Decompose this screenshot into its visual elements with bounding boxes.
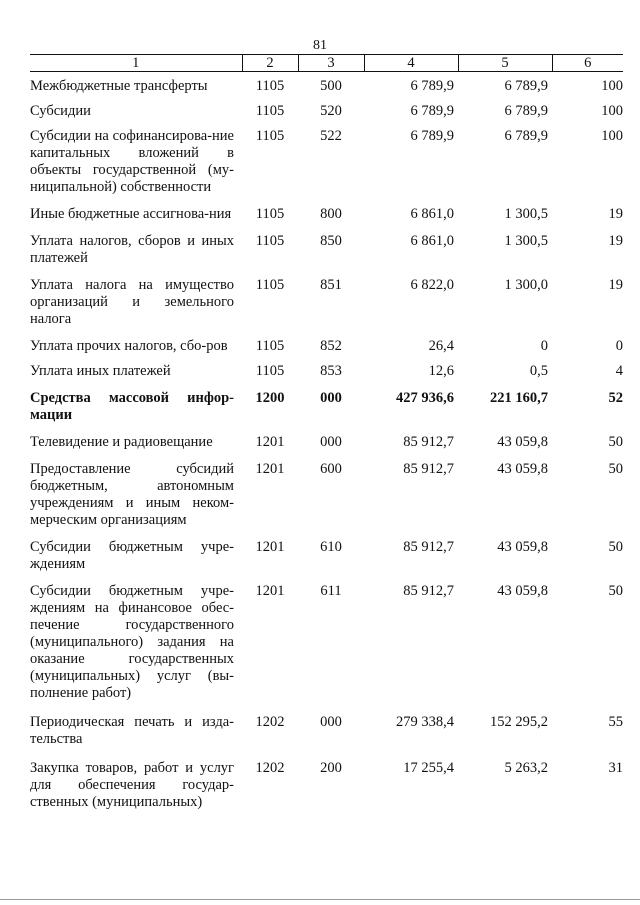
row-name: Субсидии бюджетным учре-ждениям на финансовое обес-печение государственного (муниципального) задания на оказание государственных (муниципальных) услуг (вы-полнение работ) xyxy=(30,583,234,701)
row-type-code: 611 xyxy=(320,583,342,599)
row-type-code: 851 xyxy=(320,277,342,293)
col-header-4: 4 xyxy=(364,55,458,72)
row-value-4: 6 789,9 xyxy=(410,128,454,144)
table-body xyxy=(30,72,623,812)
row-type-code: 800 xyxy=(320,206,342,222)
table-row xyxy=(30,267,623,328)
row-value-5: 221 160,7 xyxy=(490,390,548,406)
row-code: 1105 xyxy=(255,206,285,222)
row-type-code: 600 xyxy=(320,461,342,477)
row-value-5: 43 059,8 xyxy=(497,461,548,477)
row-value-4: 6 861,0 xyxy=(410,206,454,222)
col-header-1: 1 xyxy=(30,55,242,72)
table-row xyxy=(30,451,623,529)
table-row xyxy=(30,196,623,223)
row-value-5: 1 300,0 xyxy=(504,277,548,293)
row-type-code: 522 xyxy=(320,128,342,144)
table-row xyxy=(30,120,623,196)
table-row xyxy=(30,702,623,748)
row-value-5: 152 295,2 xyxy=(490,714,548,730)
row-percent: 19 xyxy=(608,277,623,293)
row-name: Субсидии бюджетным учре-ждениям xyxy=(30,539,234,572)
row-name: Уплата иных платежей xyxy=(30,363,171,379)
row-code: 1105 xyxy=(255,103,285,119)
col-header-3: 3 xyxy=(298,55,364,72)
row-percent: 50 xyxy=(608,539,623,555)
row-type-code: 500 xyxy=(320,78,342,94)
table-row xyxy=(30,95,623,120)
row-code: 1201 xyxy=(255,434,285,450)
row-value-5: 43 059,8 xyxy=(497,539,548,555)
col-header-6: 6 xyxy=(552,55,623,72)
budget-table xyxy=(30,54,623,811)
row-percent: 50 xyxy=(608,583,623,599)
row-code: 1105 xyxy=(255,78,285,94)
row-code: 1201 xyxy=(255,539,285,555)
row-value-4: 85 912,7 xyxy=(403,461,454,477)
row-type-code: 000 xyxy=(320,434,342,450)
row-value-4: 279 338,4 xyxy=(396,714,454,730)
row-name: Субсидии на софинансирова-ние капитальных вложений в объекты государственной (му-ниципальной) собственности xyxy=(30,128,234,195)
row-value-5: 5 263,2 xyxy=(504,760,548,776)
table-row xyxy=(30,424,623,451)
row-value-5: 0,5 xyxy=(529,363,548,379)
row-type-code: 852 xyxy=(320,338,342,354)
row-name: Средства массовой инфор-мации xyxy=(30,390,234,423)
table-row xyxy=(30,328,623,355)
table-row xyxy=(30,223,623,267)
col-header-5: 5 xyxy=(458,55,552,72)
row-percent: 4 xyxy=(615,363,623,379)
row-type-code: 850 xyxy=(320,233,342,249)
table-row xyxy=(30,529,623,573)
row-percent: 100 xyxy=(601,78,623,94)
row-name: Иные бюджетные ассигнова-ния xyxy=(30,206,232,222)
row-value-4: 6 789,9 xyxy=(410,78,454,94)
row-value-4: 85 912,7 xyxy=(403,539,454,555)
row-name: Периодическая печать и изда-тельства xyxy=(30,714,234,747)
row-value-4: 12,6 xyxy=(428,363,454,379)
row-percent: 31 xyxy=(608,760,623,776)
row-name: Закупка товаров, работ и услуг для обеспечения государ-ственных (муниципальных) xyxy=(30,760,234,810)
page-number: 81 xyxy=(313,38,327,53)
row-type-code: 853 xyxy=(320,363,342,379)
row-percent: 52 xyxy=(608,390,623,406)
row-code: 1202 xyxy=(255,714,285,730)
row-code: 1105 xyxy=(255,277,285,293)
row-percent: 100 xyxy=(601,103,623,119)
row-code: 1201 xyxy=(255,461,285,477)
row-name: Телевидение и радиовещание xyxy=(30,434,213,450)
col-header-2: 2 xyxy=(242,55,298,72)
row-value-4: 85 912,7 xyxy=(403,434,454,450)
row-value-5: 43 059,8 xyxy=(497,583,548,599)
row-value-4: 6 789,9 xyxy=(410,103,454,119)
row-percent: 55 xyxy=(608,714,623,730)
row-value-4: 85 912,7 xyxy=(403,583,454,599)
table-row xyxy=(30,748,623,811)
table-row xyxy=(30,573,623,702)
row-value-5: 0 xyxy=(540,338,548,354)
row-percent: 19 xyxy=(608,206,623,222)
row-percent: 0 xyxy=(615,338,623,354)
row-type-code: 200 xyxy=(320,760,342,776)
table-row xyxy=(30,380,623,424)
row-code: 1202 xyxy=(255,760,285,776)
row-type-code: 000 xyxy=(320,714,342,730)
row-code: 1201 xyxy=(255,583,285,599)
row-name: Уплата прочих налогов, сбо-ров xyxy=(30,338,228,354)
row-name: Уплата налога на имущество организаций и земельного налога xyxy=(30,277,234,327)
row-code: 1105 xyxy=(255,128,285,144)
row-name: Субсидии xyxy=(30,103,91,119)
row-value-4: 427 936,6 xyxy=(396,390,454,406)
row-name: Уплата налогов, сборов и иных платежей xyxy=(30,233,234,266)
bottom-rule xyxy=(0,899,640,900)
row-code: 1105 xyxy=(255,338,285,354)
row-percent: 19 xyxy=(608,233,623,249)
row-value-5: 1 300,5 xyxy=(504,233,548,249)
row-type-code: 000 xyxy=(320,390,342,406)
row-value-4: 17 255,4 xyxy=(403,760,454,776)
row-type-code: 520 xyxy=(320,103,342,119)
table-header xyxy=(30,55,623,72)
row-code: 1105 xyxy=(255,233,285,249)
row-value-5: 6 789,9 xyxy=(504,128,548,144)
row-percent: 100 xyxy=(601,128,623,144)
row-type-code: 610 xyxy=(320,539,342,555)
row-value-5: 43 059,8 xyxy=(497,434,548,450)
row-code: 1105 xyxy=(255,363,285,379)
row-value-4: 26,4 xyxy=(428,338,454,354)
row-value-5: 1 300,5 xyxy=(504,206,548,222)
row-value-5: 6 789,9 xyxy=(504,103,548,119)
row-percent: 50 xyxy=(608,461,623,477)
row-name: Предоставление субсидий бюджетным, автономным учреждениям и иным неком-мерческим организациям xyxy=(30,461,234,528)
row-value-4: 6 861,0 xyxy=(410,233,454,249)
row-name: Межбюджетные трансферты xyxy=(30,78,208,94)
row-percent: 50 xyxy=(608,434,623,450)
row-value-5: 6 789,9 xyxy=(504,78,548,94)
row-value-4: 6 822,0 xyxy=(410,277,454,293)
table-row xyxy=(30,72,623,96)
row-code: 1200 xyxy=(255,390,285,406)
header-row xyxy=(30,55,623,72)
table-row xyxy=(30,355,623,380)
